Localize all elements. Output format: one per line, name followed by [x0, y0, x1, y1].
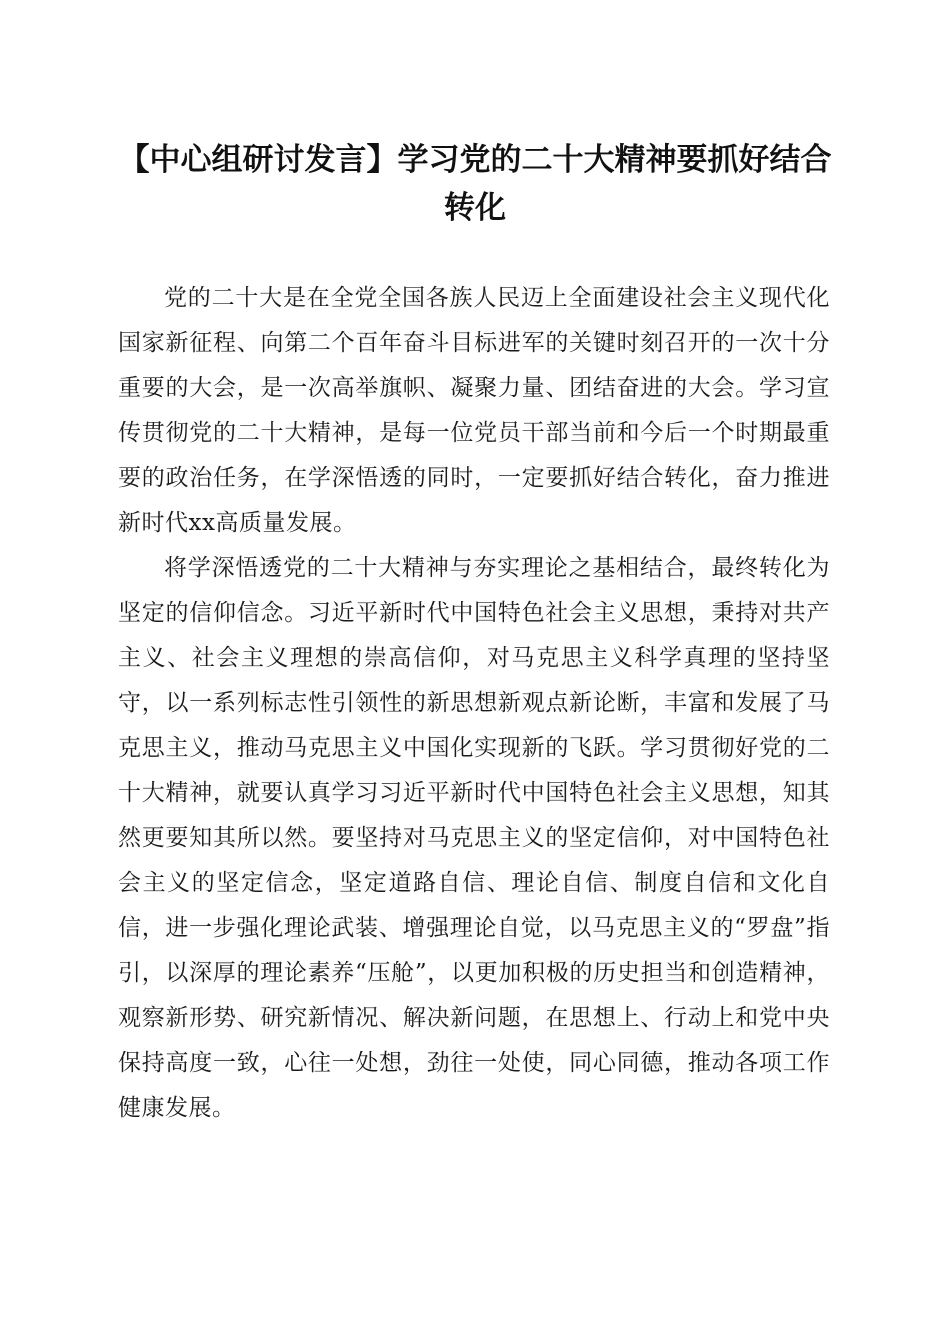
paragraph-1: 党的二十大是在全党全国各族人民迈上全面建设社会主义现代化国家新征程、向第二个百年奋斗目标进军的关键时刻召开的一次十分重要的大会，是一次高举旗帜、凝聚力量、团结奋进的大会。学习宣传贯彻党的二十大精神，是每一位党员干部当前和今后一个时期最重要的政治任务，在学深悟透的同时，一定要抓好结合转化，奋力推进新时代xx高质量发展。 — [118, 285, 830, 536]
paragraph-2: 将学深悟透党的二十大精神与夯实理论之基相结合，最终转化为坚定的信仰信念。习近平新时代中国特色社会主义思想，秉持对共产主义、社会主义理想的崇高信仰，对马克思主义科学真理的坚持坚守，以一系列标志性引领性的新思想新观点新论断，丰富和发展了马克思主义，推动马克思主义中国化实现新的飞跃。学习贯彻好党的二十大精神，就要认真学习习近平新时代中国特色社会主义思想，知其然更要知其所以然。要坚持对马克思主义的坚定信仰，对中国特色社会主义的坚定信念，坚定道路自信、理论自信、制度自信和文化自信，进一步强化理论武装、增强理论自觉，以马克思主义的“罗盘”指引，以深厚的理论素养“压舱”，以更加积极的历史担当和创造精神，观察新形势、研究新情况、解决新问题，在思想上、行动上和党中央保持高度一致，心往一处想，劲往一处使，同心同德，推动各项工作健康发展。 — [118, 555, 830, 1121]
document-body — [118, 276, 830, 1131]
document-title: 【中心组研讨发言】学习党的二十大精神要抓好结合转化 — [118, 142, 832, 226]
